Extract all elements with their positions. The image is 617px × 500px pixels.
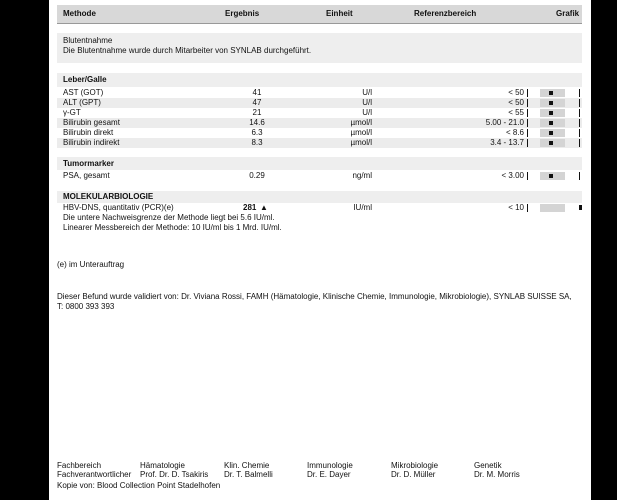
- footer-col-top: Hämatologie: [140, 461, 185, 470]
- report-page: [49, 0, 591, 500]
- molekular-section-header: [57, 191, 582, 203]
- footer-col-top: Klin. Chemie: [224, 461, 270, 470]
- table-row: [57, 203, 582, 213]
- header-ergebnis: Ergebnis: [225, 9, 260, 18]
- test-value: 8.3: [251, 138, 263, 147]
- test-name: Bilirubin direkt: [63, 128, 114, 137]
- blutentnahme-title: Blutentnahme: [63, 36, 113, 45]
- footer-col-top: Immunologie: [307, 461, 353, 470]
- test-value: 14.6: [249, 118, 265, 127]
- footer-col-bottom: Dr. T. Balmelli: [224, 470, 273, 479]
- range-graphic: [527, 204, 580, 212]
- range-graphic: [527, 139, 580, 147]
- test-reference: < 50: [508, 88, 524, 97]
- footer-col-bottom: Fachverantwortlicher: [57, 470, 132, 479]
- test-value: 0.29: [249, 171, 265, 180]
- table-row: [57, 128, 582, 138]
- test-reference: < 3.00: [501, 171, 524, 180]
- footer-col-bottom: Dr. E. Dayer: [307, 470, 351, 479]
- blutentnahme-text: Die Blutentnahme wurde durch Mitarbeiter von SYNLAB durchgeführt.: [63, 46, 312, 55]
- footer-col-top: Mikrobiologie: [391, 461, 439, 470]
- test-unit: U/l: [362, 108, 372, 117]
- test-unit: U/l: [362, 98, 372, 107]
- test-reference: < 55: [508, 108, 524, 117]
- table-row: [57, 118, 582, 128]
- header-grafik: Grafik: [556, 9, 580, 18]
- table-row: [57, 108, 582, 118]
- test-reference: < 8.6: [505, 128, 524, 137]
- footer-col-bottom: Dr. D. Müller: [391, 470, 436, 479]
- validation-line-1: Dieser Befund wurde validiert von: Dr. Viviana Rossi, FAMH (Hämatologie, Klinische Chemie, Immunologie, Mikrobiologie), SYNLAB SUISSE SA,: [57, 292, 572, 301]
- header-einheit: Einheit: [326, 9, 353, 18]
- test-unit: µmol/l: [350, 128, 372, 137]
- test-reference: < 10: [508, 203, 524, 212]
- test-unit: µmol/l: [350, 118, 372, 127]
- test-value: 281: [243, 203, 257, 212]
- range-graphic: [527, 119, 580, 127]
- test-unit: U/l: [362, 88, 372, 97]
- test-value: 6.3: [251, 128, 263, 137]
- test-unit: µmol/l: [350, 138, 372, 147]
- test-unit: IU/ml: [353, 203, 372, 212]
- blutentnahme-section: [57, 33, 582, 63]
- test-name: Bilirubin gesamt: [63, 118, 120, 127]
- leber-title: Leber/Galle: [63, 75, 107, 84]
- test-value: 41: [252, 88, 262, 97]
- test-name: ALT (GPT): [63, 98, 101, 107]
- range-graphic: [527, 109, 580, 117]
- method-note-1: Die untere Nachweisgrenze der Methode liegt bei 5.6 IU/ml.: [63, 213, 275, 222]
- test-name: Bilirubin indirekt: [63, 138, 120, 147]
- table-row: [57, 88, 582, 98]
- table-row: [57, 98, 582, 108]
- range-graphic: [527, 99, 580, 107]
- table-header: [57, 5, 582, 24]
- test-name: AST (GOT): [63, 88, 104, 97]
- footer-col-bottom: Dr. M. Morris: [474, 470, 520, 479]
- range-graphic: [527, 89, 580, 97]
- molekular-title: MOLEKULARBIOLOGIE: [63, 192, 154, 201]
- tumor-section-header: [57, 157, 582, 170]
- range-graphic: [527, 172, 580, 180]
- kopie-line: Kopie von: Blood Collection Point Stadelhofen: [57, 481, 221, 490]
- test-name: HBV-DNS, quantitativ (PCR)(e): [63, 203, 174, 212]
- footer-col-bottom: Prof. Dr. D. Tsakiris: [140, 470, 209, 479]
- range-graphic: [527, 129, 580, 137]
- high-flag-icon: ▲: [260, 203, 268, 212]
- test-reference: < 50: [508, 98, 524, 107]
- test-unit: ng/ml: [352, 171, 372, 180]
- footer-col-top: Genetik: [474, 461, 502, 470]
- test-value: 47: [252, 98, 262, 107]
- test-value: 21: [252, 108, 262, 117]
- validation-line-2: T: 0800 393 393: [57, 302, 115, 311]
- test-name: PSA, gesamt: [63, 171, 110, 180]
- test-reference: 5.00 - 21.0: [485, 118, 524, 127]
- header-referenz: Referenzbereich: [414, 9, 477, 18]
- table-row: [57, 171, 582, 181]
- method-note-2: Linearer Messbereich der Methode: 10 IU/ml bis 1 Mrd. IU/ml.: [63, 223, 282, 232]
- test-reference: 3.4 - 13.7: [490, 138, 524, 147]
- table-row: [57, 138, 582, 148]
- tumor-title: Tumormarker: [63, 159, 114, 168]
- footer-col-top: Fachbereich: [57, 461, 102, 470]
- test-name: γ-GT: [63, 108, 81, 117]
- unterauftrag-note: (e) im Unterauftrag: [57, 260, 125, 269]
- header-methode: Methode: [63, 9, 96, 18]
- leber-section-header: [57, 73, 582, 87]
